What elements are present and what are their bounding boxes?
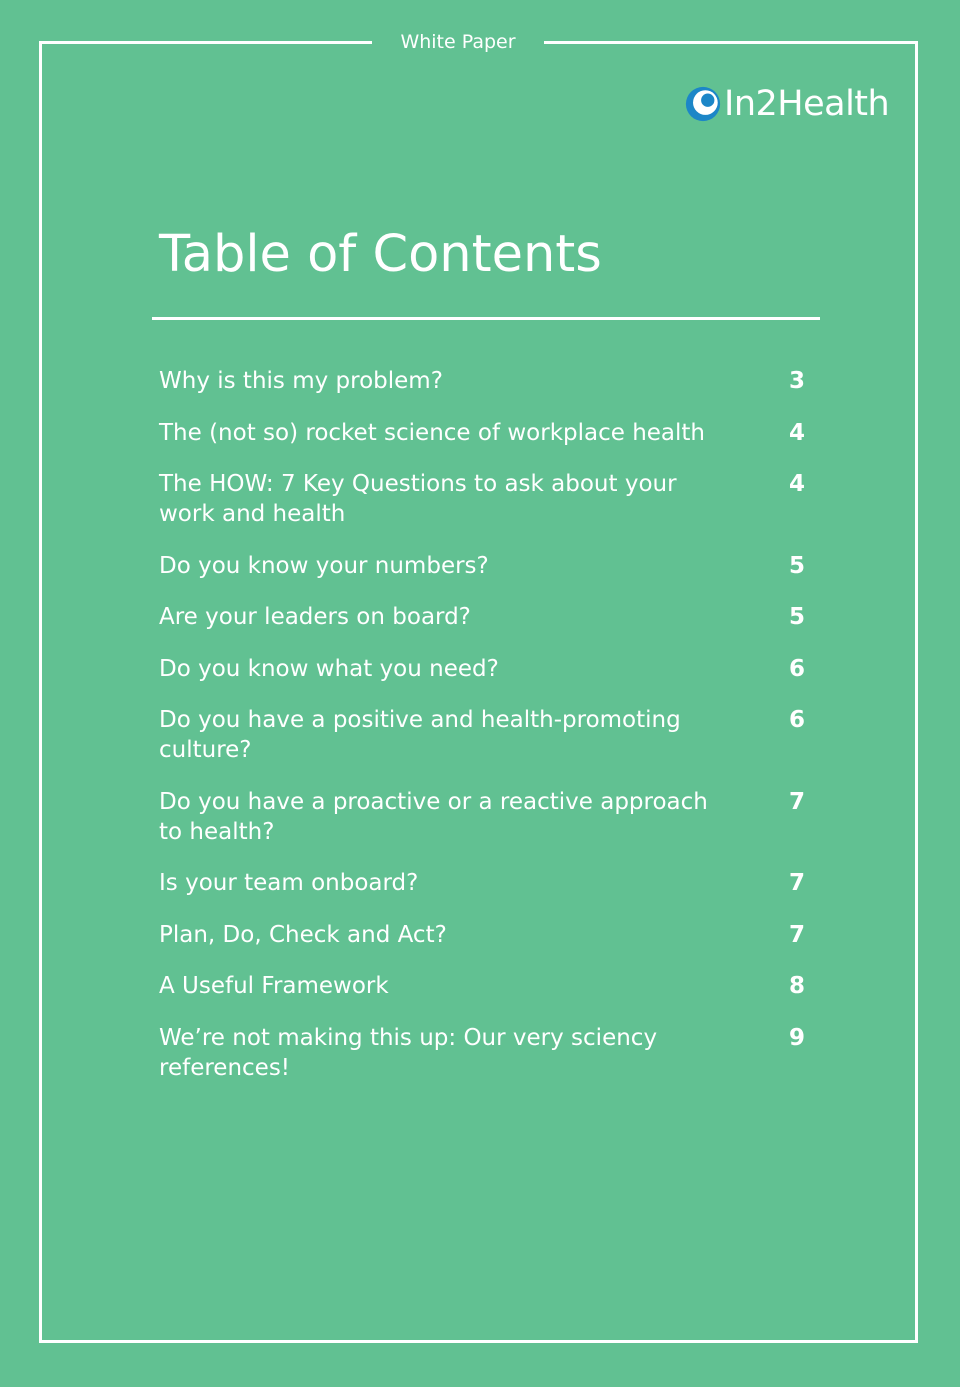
toc-item-page-number: 6 — [788, 655, 805, 682]
toc-item-title: Do you have a proactive or a reactive approach to health? — [159, 788, 708, 845]
title-divider — [152, 317, 820, 320]
toc-item-rocket-science[interactable] — [159, 418, 819, 448]
toc-item-title: Do you know what you need? — [159, 655, 499, 682]
toc-item-know-numbers[interactable] — [159, 551, 819, 581]
toc-item-title: A Useful Framework — [159, 973, 389, 999]
toc-item-title: Plan, Do, Check and Act? — [159, 921, 447, 948]
toc-item-references[interactable] — [159, 1023, 819, 1083]
toc-item-positive-culture[interactable] — [159, 705, 819, 765]
toc-item-page-number: 7 — [788, 921, 805, 948]
toc-item-title: Why is this my problem? — [159, 368, 443, 394]
circle-eye-icon — [684, 85, 722, 123]
toc-item-page-number: 6 — [788, 707, 805, 733]
page-title: Table of Contents — [159, 225, 602, 284]
toc-item-why-problem[interactable] — [159, 366, 819, 396]
document-type-label: White Paper — [372, 27, 544, 57]
toc-item-title: We’re not making this up: Our very sciency references! — [159, 1024, 658, 1081]
toc-item-key-questions[interactable] — [159, 469, 819, 529]
toc-item-title: Is your team onboard? — [159, 870, 419, 896]
toc-list — [159, 366, 819, 1104]
toc-item-page-number: 7 — [788, 870, 805, 896]
brand-logo — [684, 84, 889, 124]
toc-item-page-number: 4 — [788, 419, 805, 446]
toc-item-page-number: 5 — [788, 552, 805, 579]
toc-item-page-number: 3 — [788, 368, 805, 394]
toc-item-title: Do you know your numbers? — [159, 552, 489, 579]
toc-item-title: The HOW: 7 Key Questions to ask about your work and health — [159, 471, 677, 527]
toc-item-plan-do-check-act[interactable] — [159, 920, 819, 950]
toc-item-page-number: 8 — [788, 973, 805, 999]
toc-item-leaders-on-board[interactable] — [159, 602, 819, 632]
toc-item-useful-framework[interactable] — [159, 971, 819, 1001]
toc-item-title: The (not so) rocket science of workplace health — [159, 419, 706, 446]
toc-item-title: Are your leaders on board? — [159, 604, 471, 630]
toc-item-team-onboard[interactable] — [159, 868, 819, 898]
brand-name: In2Health — [724, 84, 890, 124]
toc-item-page-number: 5 — [788, 604, 805, 630]
toc-item-page-number: 9 — [788, 1024, 805, 1051]
toc-item-know-what-you-need[interactable] — [159, 654, 819, 684]
toc-item-page-number: 4 — [788, 471, 805, 497]
toc-item-proactive-approach[interactable] — [159, 787, 819, 847]
toc-item-page-number: 7 — [788, 788, 805, 815]
toc-item-title: Do you have a positive and health-promoting culture? — [159, 707, 681, 763]
